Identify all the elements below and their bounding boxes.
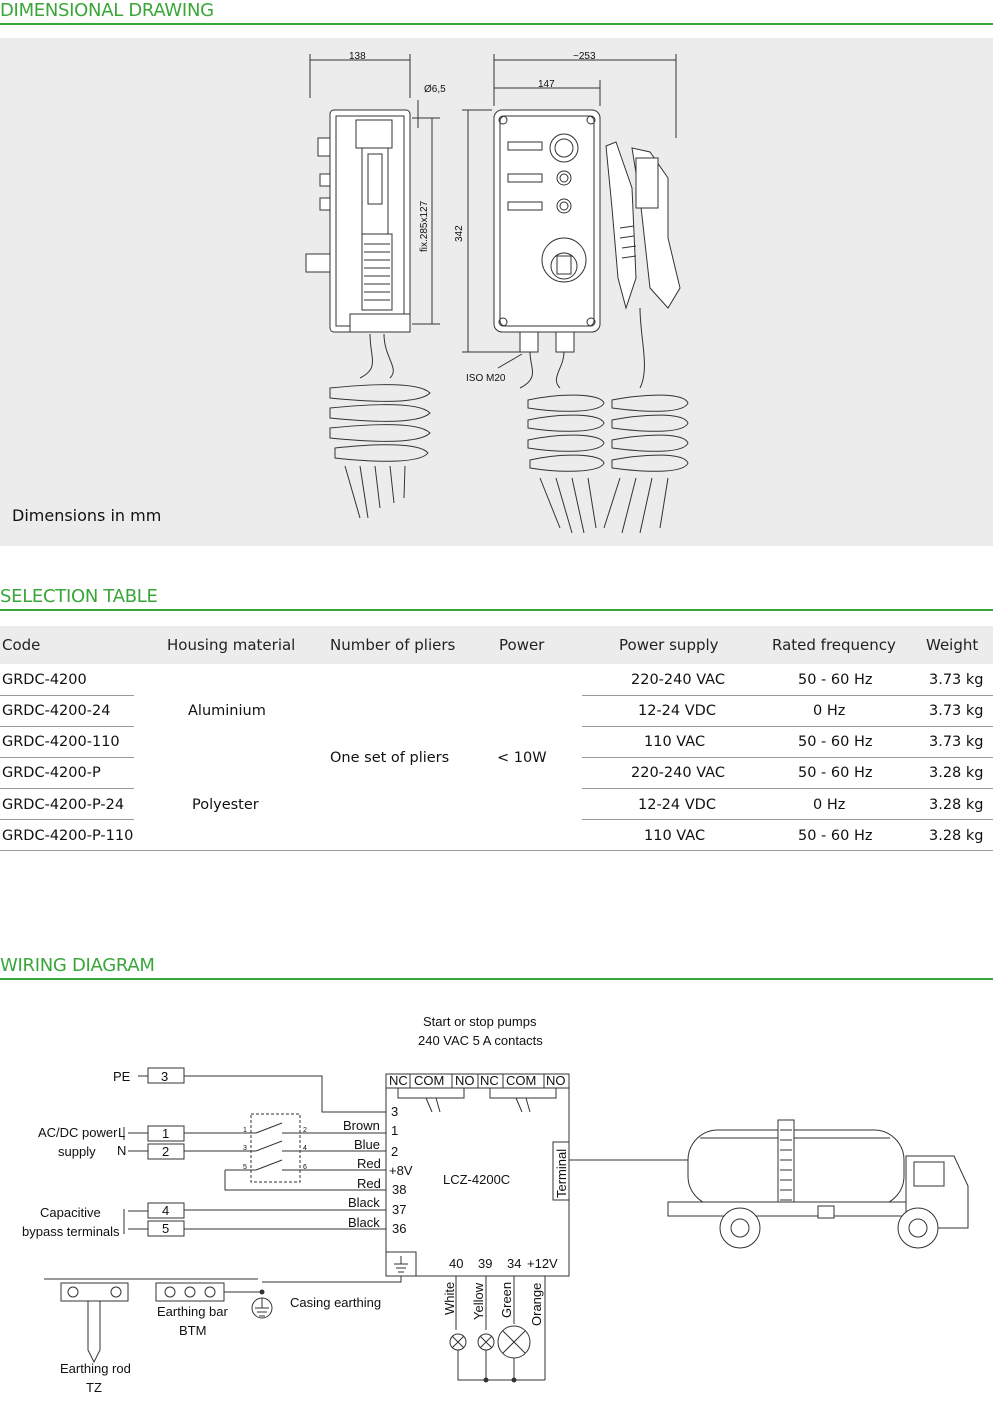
bottom-terminal-12v: +12V bbox=[527, 1256, 558, 1271]
module-terminal-2: 2 bbox=[391, 1144, 399, 1159]
lamp-white: White bbox=[442, 1281, 457, 1315]
row-divider bbox=[582, 757, 993, 758]
cell-frequency: 0 Hz bbox=[813, 703, 846, 719]
dimensional-drawing-panel bbox=[0, 38, 993, 546]
neutral-label: N bbox=[117, 1143, 127, 1158]
line-label: L bbox=[118, 1125, 126, 1140]
relay-pin-2: 2 bbox=[303, 1127, 307, 1134]
cell-frequency: 50 - 60 Hz bbox=[798, 828, 873, 844]
section-title-dimensional: DIMENSIONAL DRAWING bbox=[0, 0, 214, 21]
module-terminal-37: 37 bbox=[392, 1202, 407, 1217]
terminal-label: Terminal bbox=[554, 1148, 569, 1198]
cell-supply: 12-24 VDC bbox=[638, 703, 716, 719]
cell-supply: 220-240 VAC bbox=[631, 765, 725, 781]
table-header-material: Housing material bbox=[167, 636, 296, 654]
cell-frequency: 0 Hz bbox=[813, 797, 846, 813]
lamp-green: Green bbox=[499, 1281, 514, 1318]
row-divider bbox=[0, 819, 134, 820]
cell-code: GRDC-4200-P-110 bbox=[2, 828, 134, 844]
cell-supply: 220-240 VAC bbox=[631, 672, 725, 688]
table-header-supply: Power supply bbox=[619, 636, 719, 654]
cell-frequency: 50 - 60 Hz bbox=[798, 734, 873, 750]
cell-code: GRDC-4200-110 bbox=[2, 734, 120, 750]
dim-iso: ISO M20 bbox=[466, 373, 506, 384]
dim-width-total: ~253 bbox=[573, 51, 596, 62]
pe-terminal: 3 bbox=[161, 1069, 169, 1084]
cell-material-aluminium: Aluminium bbox=[188, 703, 266, 719]
bottom-terminal-40: 40 bbox=[449, 1256, 464, 1271]
contact-no-1: NO bbox=[455, 1073, 475, 1088]
bottom-terminal-39: 39 bbox=[478, 1256, 493, 1271]
wire-red-2: Red bbox=[357, 1176, 381, 1191]
cell-code: GRDC-4200-P-24 bbox=[2, 797, 125, 813]
section-title-wiring: WIRING DIAGRAM bbox=[0, 955, 155, 976]
module-terminal-1: 1 bbox=[391, 1123, 399, 1138]
cell-supply: 110 VAC bbox=[644, 828, 706, 844]
table-header-weight: Weight bbox=[926, 636, 979, 654]
pumps-label-1: Start or stop pumps bbox=[423, 1014, 537, 1029]
cell-supply: 12-24 VDC bbox=[638, 797, 716, 813]
section-rule bbox=[0, 609, 993, 611]
cell-weight: 3.73 kg bbox=[929, 703, 984, 719]
wiring-diagram bbox=[0, 990, 993, 1400]
relay-pin-3: 3 bbox=[243, 1145, 247, 1152]
cell-weight: 3.28 kg bbox=[929, 797, 984, 813]
row-divider bbox=[0, 788, 134, 789]
pe-label: PE bbox=[113, 1069, 131, 1084]
dim-width-front: 147 bbox=[538, 79, 555, 90]
relay-pin-5: 5 bbox=[243, 1164, 247, 1171]
section-rule bbox=[0, 978, 993, 980]
cell-frequency: 50 - 60 Hz bbox=[798, 765, 873, 781]
section-rule bbox=[0, 23, 993, 25]
dimensions-note: Dimensions in mm bbox=[12, 506, 162, 525]
tanker-truck-illustration bbox=[668, 1120, 968, 1248]
capacitive-terminal-5: 5 bbox=[162, 1221, 170, 1236]
module-terminal-36: 36 bbox=[392, 1221, 407, 1236]
section-title-selection: SELECTION TABLE bbox=[0, 586, 158, 607]
capacitive-terminal-4: 4 bbox=[162, 1203, 170, 1218]
cell-weight: 3.28 kg bbox=[929, 828, 984, 844]
relay-pin-1: 1 bbox=[243, 1127, 247, 1134]
cell-weight: 3.73 kg bbox=[929, 672, 984, 688]
bottom-terminal-34: 34 bbox=[507, 1256, 522, 1271]
wire-black-1: Black bbox=[348, 1195, 380, 1210]
row-divider bbox=[582, 819, 993, 820]
wire-blue: Blue bbox=[354, 1137, 381, 1152]
lamp-orange: Orange bbox=[529, 1282, 544, 1326]
contact-nc-2: NC bbox=[480, 1073, 499, 1088]
module-terminal-3: 3 bbox=[391, 1104, 399, 1119]
earthing-rod-label-2: TZ bbox=[86, 1380, 102, 1395]
cell-code: GRDC-4200-P bbox=[2, 765, 101, 781]
wire-brown: Brown bbox=[343, 1118, 380, 1133]
contact-com-1: COM bbox=[414, 1073, 445, 1088]
table-bottom-line bbox=[0, 850, 993, 851]
row-divider bbox=[0, 726, 134, 727]
relay-pin-6: 6 bbox=[303, 1164, 307, 1171]
cell-code: GRDC-4200 bbox=[2, 672, 87, 688]
dimensional-drawing bbox=[0, 38, 993, 546]
power-terminal-1: 1 bbox=[162, 1126, 170, 1141]
lamp-yellow: Yellow bbox=[471, 1282, 486, 1320]
dim-height: 342 bbox=[454, 225, 465, 242]
contact-nc-1: NC bbox=[389, 1073, 408, 1088]
cell-code: GRDC-4200-24 bbox=[2, 703, 111, 719]
module-terminal-8v: +8V bbox=[389, 1163, 413, 1178]
contact-no-2: NO bbox=[546, 1073, 566, 1088]
cell-pliers: One set of pliers bbox=[330, 750, 450, 766]
earthing-bar-label-1: Earthing bar bbox=[157, 1304, 228, 1319]
pumps-label-2: 240 VAC 5 A contacts bbox=[418, 1033, 543, 1048]
table-header-frequency: Rated frequency bbox=[772, 636, 896, 654]
row-divider bbox=[582, 695, 993, 696]
cell-power: < 10W bbox=[497, 750, 547, 766]
row-divider bbox=[0, 695, 134, 696]
dim-hole: Ø6,5 bbox=[424, 84, 446, 95]
power-terminal-2: 2 bbox=[162, 1144, 170, 1159]
capacitive-label-2: bypass terminals bbox=[22, 1224, 120, 1239]
cell-material-polyester: Polyester bbox=[192, 797, 259, 813]
dim-width-side: 138 bbox=[349, 51, 366, 62]
capacitive-label-1: Capacitive bbox=[40, 1205, 101, 1220]
wire-red-1: Red bbox=[357, 1156, 381, 1171]
power-label-1: AC/DC power bbox=[38, 1125, 118, 1140]
table-header-pliers: Number of pliers bbox=[330, 636, 456, 654]
wire-black-2: Black bbox=[348, 1215, 380, 1230]
contact-com-2: COM bbox=[506, 1073, 537, 1088]
power-label-2: supply bbox=[58, 1144, 96, 1159]
cell-supply: 110 VAC bbox=[644, 734, 706, 750]
table-header-power: Power bbox=[499, 636, 545, 654]
row-divider bbox=[0, 757, 134, 758]
earthing-rod-label-1: Earthing rod bbox=[60, 1361, 131, 1376]
dim-fix: fix.285x127 bbox=[419, 200, 430, 252]
module-name: LCZ-4200C bbox=[443, 1172, 511, 1187]
earthing-bar-label-2: BTM bbox=[179, 1323, 207, 1338]
row-divider bbox=[582, 726, 993, 727]
table-header-code: Code bbox=[2, 636, 41, 654]
relay-pin-4: 4 bbox=[303, 1145, 307, 1152]
casing-earthing-label: Casing earthing bbox=[290, 1295, 382, 1310]
cell-weight: 3.73 kg bbox=[929, 734, 984, 750]
row-divider bbox=[582, 788, 993, 789]
module-terminal-38: 38 bbox=[392, 1182, 407, 1197]
cell-frequency: 50 - 60 Hz bbox=[798, 672, 873, 688]
cell-weight: 3.28 kg bbox=[929, 765, 984, 781]
